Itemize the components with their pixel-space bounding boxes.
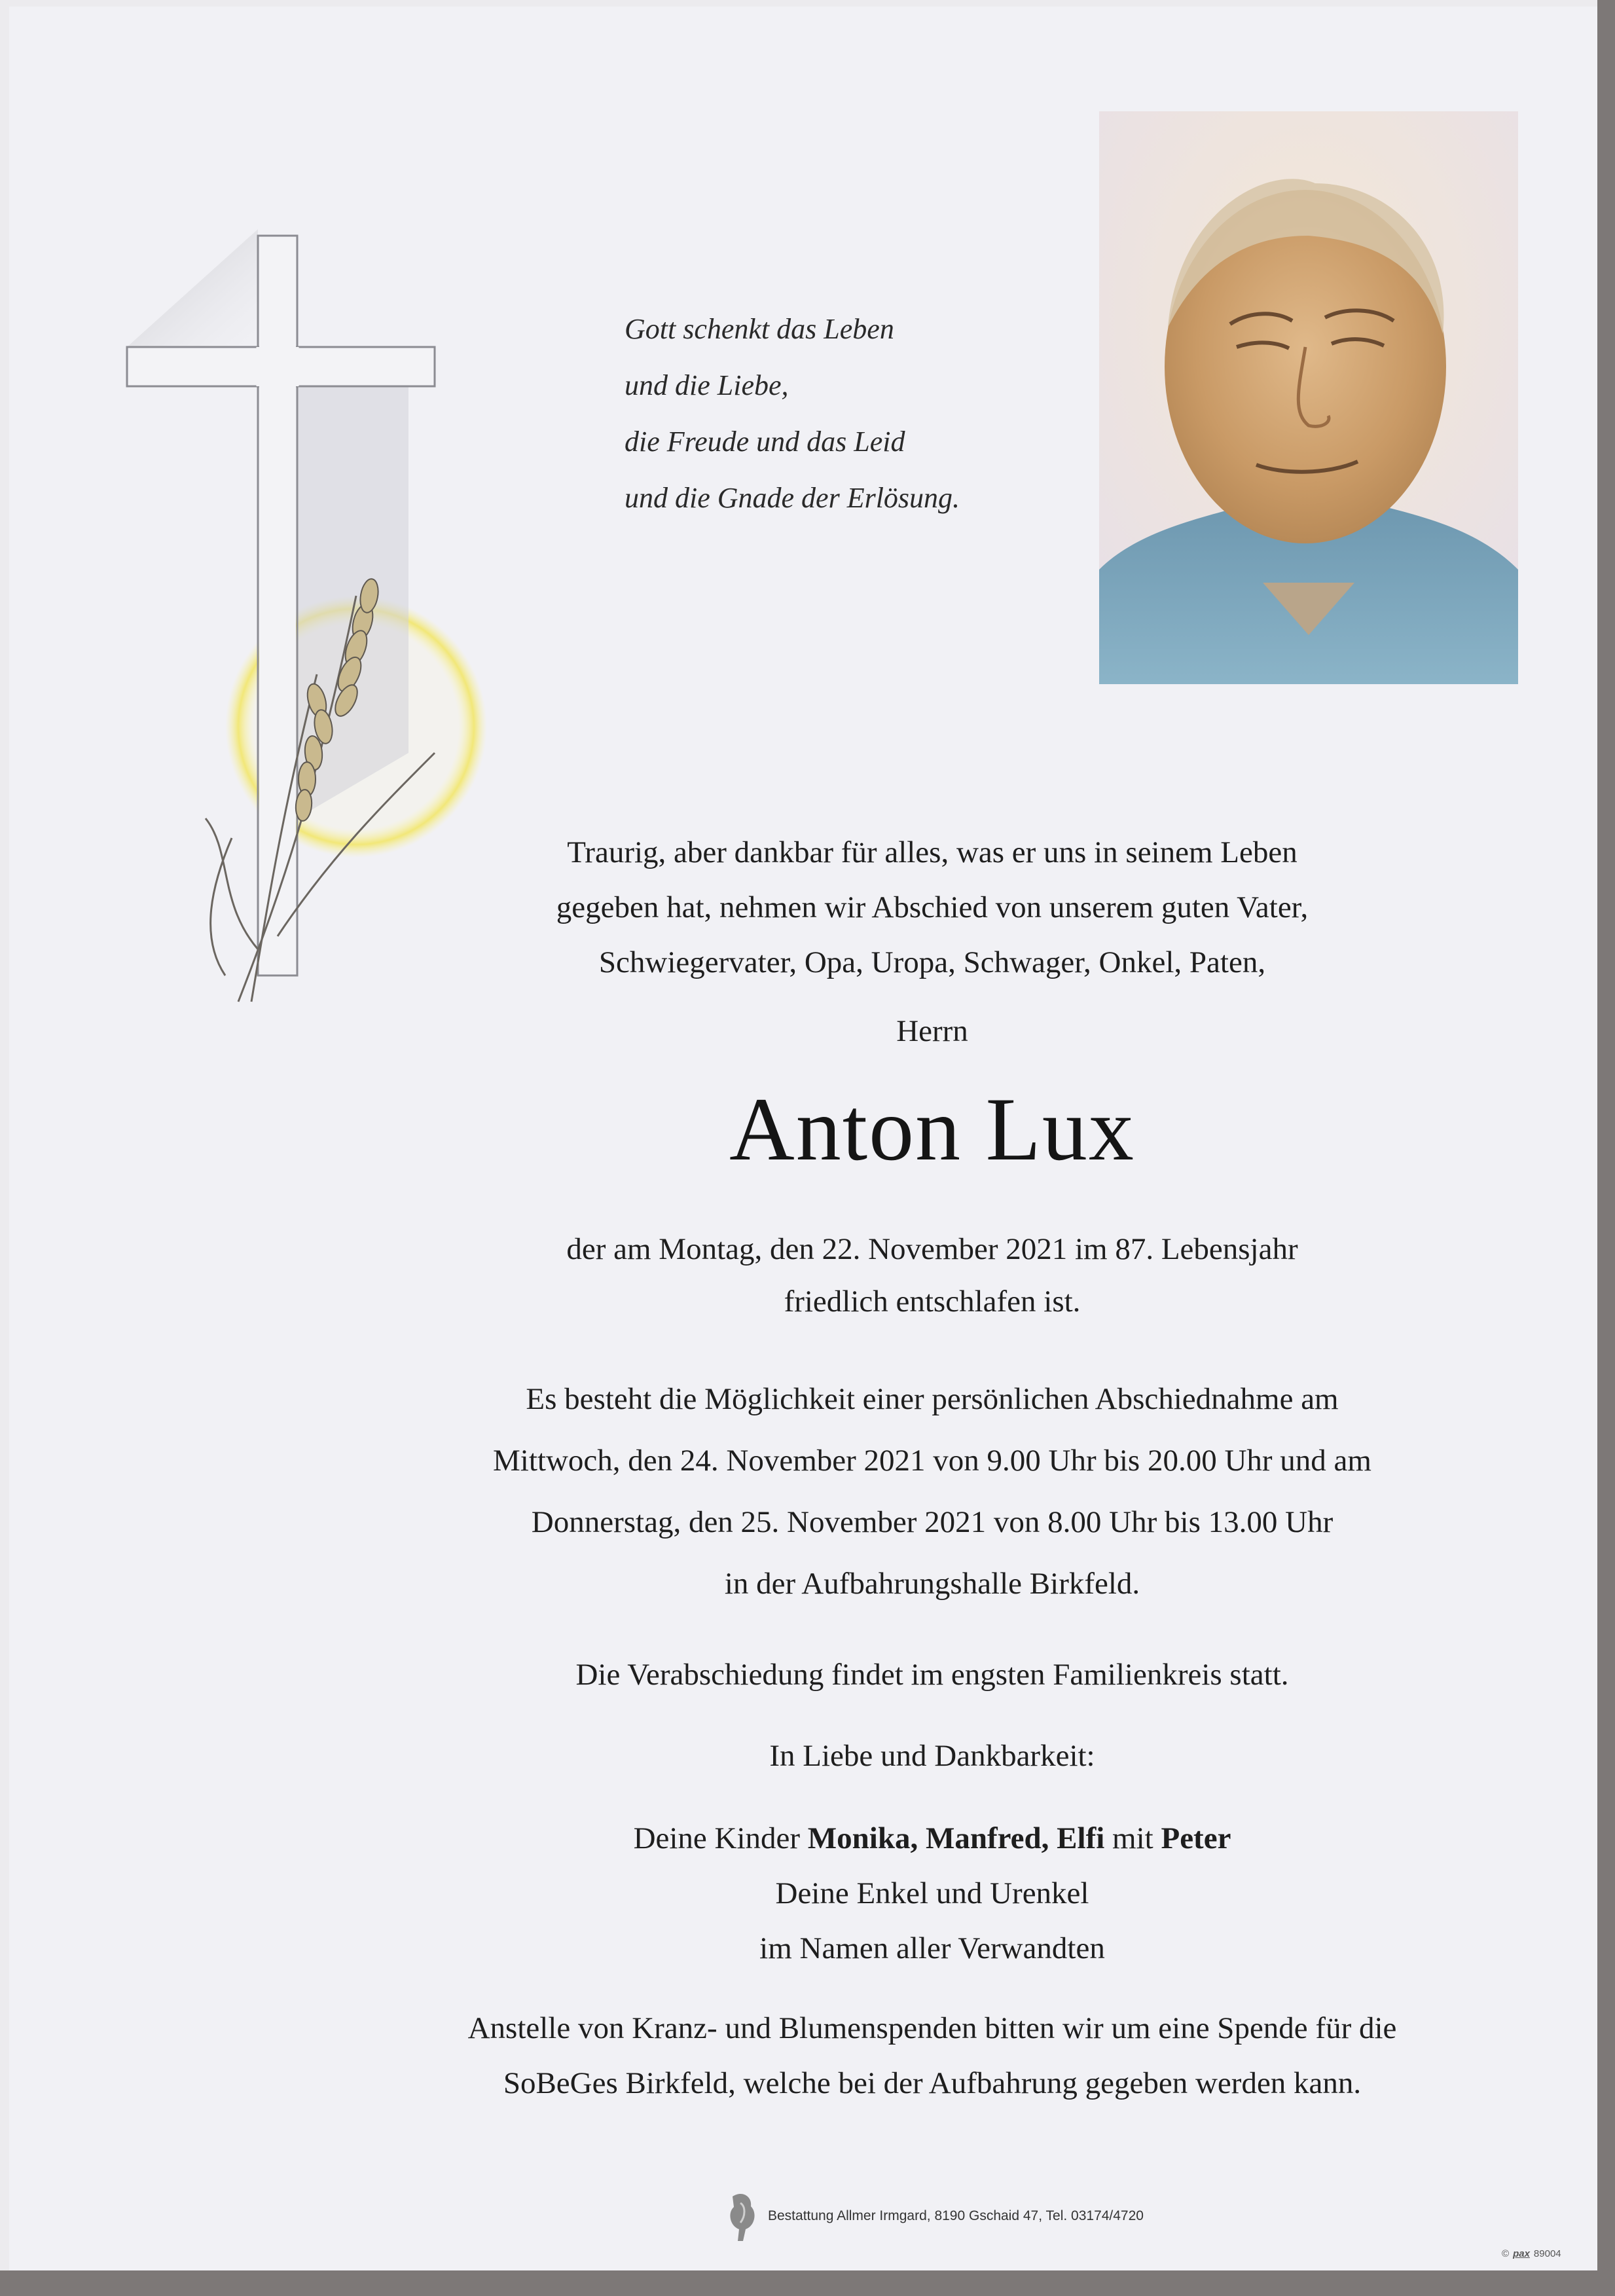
child-name: Manfred,: [926, 1821, 1049, 1855]
family-signature: [415, 1811, 1449, 1976]
farewell-notice: Die Verabschiedung findet im engsten Familienkreis statt.: [575, 1658, 1289, 1692]
undertaker-text: Bestattung Allmer Irmgard, 8190 Gschaid 47, Tel. 03174/4720: [768, 2208, 1144, 2223]
donation-request: [415, 2001, 1449, 2111]
verse-line: die Freude und das Leid: [625, 426, 905, 458]
viewing-line: Donnerstag, den 25. November 2021 von 8.00 Uhr bis 13.00 Uhr: [531, 1505, 1334, 1539]
undertaker-footer: [726, 2190, 1144, 2242]
viewing-info: [415, 1368, 1449, 1614]
copyright-mark: [1502, 2248, 1561, 2259]
angel-logo-icon: [726, 2190, 759, 2242]
partner-name: Peter: [1161, 1821, 1231, 1855]
with-word: mit: [1104, 1821, 1161, 1855]
relatives-line: im Namen aller Verwandten: [759, 1931, 1105, 1965]
donation-line: SoBeGes Birkfeld, welche bei der Aufbahrung gegeben werden kann.: [503, 2066, 1362, 2100]
intro-line: Schwiegervater, Opa, Uropa, Schwager, Onkel, Paten,: [598, 945, 1266, 979]
intro-line: Traurig, aber dankbar für alles, was er uns in seinem Leben: [567, 835, 1297, 869]
intro-line: gegeben hat, nehmen wir Abschied von unserem guten Vater,: [556, 890, 1309, 924]
donation-line: Anstelle von Kranz- und Blumenspenden bitten wir um eine Spende für die: [467, 2011, 1397, 2045]
pax-brand: pax: [1513, 2248, 1530, 2259]
verse-line: und die Gnade der Erlösung.: [625, 482, 960, 514]
viewing-line: in der Aufbahrungshalle Birkfeld.: [724, 1567, 1140, 1601]
children-line: [415, 1811, 1449, 1866]
portrait-photo: [1099, 111, 1518, 684]
child-name: Elfi: [1057, 1821, 1105, 1855]
child-name: Monika,: [807, 1821, 918, 1855]
death-line: der am Montag, den 22. November 2021 im 87. Lebensjahr: [566, 1232, 1298, 1266]
children-prefix: Deine Kinder: [633, 1821, 808, 1855]
grandchildren-line: Deine Enkel und Urenkel: [775, 1876, 1089, 1910]
portrait-image: [1099, 111, 1518, 684]
intro-text: [415, 825, 1449, 990]
verse-line: und die Liebe,: [625, 369, 789, 401]
love-closing: In Liebe und Dankbarkeit:: [769, 1739, 1095, 1773]
salutation: Herrn: [896, 1014, 968, 1048]
copyright-code: 89004: [1533, 2248, 1561, 2259]
death-notice: [415, 1223, 1449, 1328]
viewing-line: Mittwoch, den 24. November 2021 von 9.00 Uhr bis 20.00 Uhr und am: [493, 1444, 1371, 1478]
verse: [625, 301, 1083, 526]
copyright-symbol: ©: [1502, 2248, 1510, 2259]
deceased-name: Anton Lux: [729, 1079, 1135, 1179]
viewing-line: Es besteht die Möglichkeit einer persönlichen Abschiednahme am: [526, 1382, 1339, 1416]
verse-line: Gott schenkt das Leben: [625, 313, 894, 345]
death-line: friedlich entschlafen ist.: [784, 1285, 1081, 1319]
